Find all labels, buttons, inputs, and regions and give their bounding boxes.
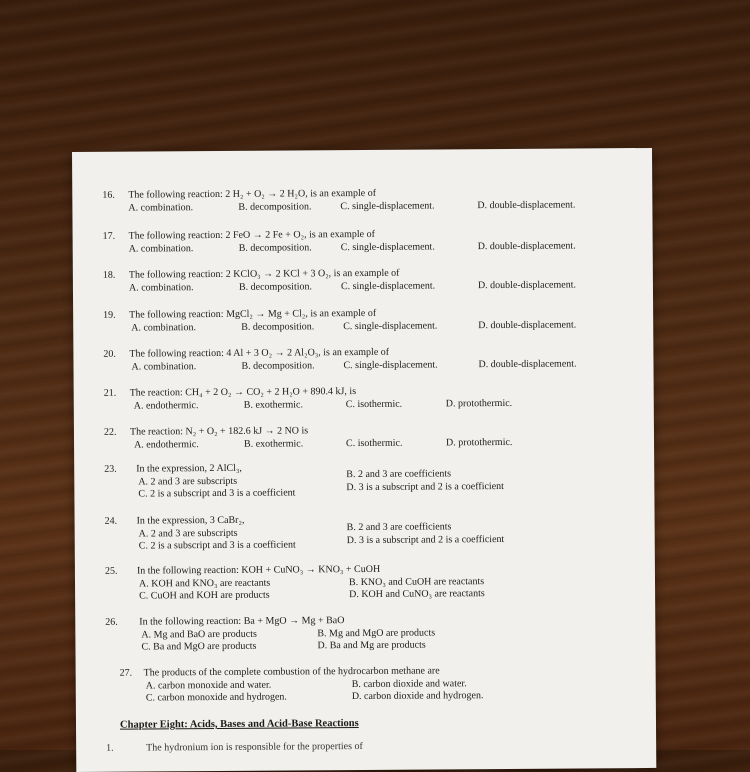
question-22 xyxy=(74,423,654,451)
option-a: A. combination. xyxy=(128,281,194,294)
option-c: C. single-displacement. xyxy=(343,319,438,332)
question-stem: In the following reaction: Ba + MgO → Mg + BaO xyxy=(139,615,345,628)
question-16 xyxy=(72,186,652,214)
option-b: B. decomposition. xyxy=(238,200,312,213)
option-c: C. single-displacement. xyxy=(340,240,435,253)
option-d: D. double-displacement. xyxy=(477,239,576,252)
section-heading: Chapter Eight: Acids, Bases and Acid-Base Reactions xyxy=(119,718,359,731)
option-a: A. combination. xyxy=(131,321,196,334)
question-stem: The reaction: CH₄ + 2 O₂ → CO₂ + 2 H₂O + 890.4 kJ, is xyxy=(129,386,357,399)
worksheet-page xyxy=(72,148,656,772)
option-c: C. single-displacement. xyxy=(340,279,436,292)
option-b: B. decomposition. xyxy=(241,320,315,333)
option-c: C. 2 is a subscript and 3 is a coefficient xyxy=(138,539,296,552)
option-a: A. 2 and 3 are subscripts xyxy=(138,475,238,488)
question-number: 25. xyxy=(104,565,118,577)
option-c: C. single-displacement. xyxy=(340,199,435,212)
question-stem: In the expression, 2 AlCl₃, xyxy=(136,462,242,475)
question-27 xyxy=(76,664,656,704)
option-a: A. Mg and BaO are products xyxy=(141,628,257,641)
option-d: D. 3 is a subscript and 2 is a coefficient xyxy=(346,533,505,546)
question-number: 18. xyxy=(102,269,116,281)
question-stem: The following reaction: MgCl₂ → Mg + Cl₂, is an example of xyxy=(129,307,377,321)
option-b: B. decomposition. xyxy=(238,280,313,293)
question-number: 16. xyxy=(102,189,115,201)
question-number: 21. xyxy=(103,387,117,399)
option-d: D. protothermic. xyxy=(445,397,513,409)
question-stem: The reaction: N₂ + O₂ + 182.6 kJ → 2 NO is xyxy=(129,425,309,438)
option-b: B. Mg and MgO are products xyxy=(317,626,436,639)
option-c: C. CuOH and KOH are products xyxy=(139,589,270,602)
option-a: A. carbon monoxide and water. xyxy=(145,679,272,691)
option-a: A. combination. xyxy=(128,242,194,255)
question-20 xyxy=(73,345,653,373)
question-17 xyxy=(73,227,653,255)
question-stem: The following reaction: 4 Al + 3 O₂ → 2 Al₂O₃, is an example of xyxy=(129,346,390,360)
option-a: A. combination. xyxy=(128,201,194,214)
option-d: D. 3 is a subscript and 2 is a coefficient xyxy=(346,480,504,493)
question-19 xyxy=(73,306,653,334)
question-number: 20. xyxy=(103,348,116,360)
option-d: D. double-displacement. xyxy=(477,278,577,291)
question-number: 27. xyxy=(119,667,133,679)
option-c: C. single-displacement. xyxy=(343,358,438,371)
option-b: B. 2 and 3 are coefficients xyxy=(346,468,452,481)
option-b: B. exothermic. xyxy=(244,437,304,450)
question-stem: In the following reaction: KOH + CuNO₃ → KNO₃ + CuOH xyxy=(136,563,381,577)
question-number: 23. xyxy=(104,463,117,475)
option-c: C. isothermic. xyxy=(346,437,403,449)
option-b: B. decomposition. xyxy=(241,359,315,372)
option-b: B. decomposition. xyxy=(238,241,312,254)
question-number: 22. xyxy=(103,426,117,438)
question-26 xyxy=(75,613,655,653)
option-d: D. double-displacement. xyxy=(478,318,577,331)
question-23 xyxy=(74,460,654,500)
question-stem: The products of the complete combustion of the hydrocarbon methane are xyxy=(143,665,440,679)
option-d: D. Ba and Mg are products xyxy=(317,639,426,652)
option-c: C. carbon monoxide and hydrogen. xyxy=(145,691,287,704)
option-d: D. protothermic. xyxy=(445,436,513,448)
option-d: D. carbon dioxide and hydrogen. xyxy=(351,690,484,703)
question-number: 19. xyxy=(103,309,116,321)
option-d: D. double-displacement. xyxy=(477,198,576,211)
option-a: A. combination. xyxy=(131,360,197,373)
option-b: B. carbon dioxide and water. xyxy=(351,677,467,690)
option-c: C. 2 is a subscript and 3 is a coefficient xyxy=(138,487,296,500)
question-number: 24. xyxy=(104,515,118,527)
question-18 xyxy=(73,266,653,294)
option-b: B. exothermic. xyxy=(243,398,303,411)
question-number: 26. xyxy=(105,616,118,628)
next-question-number: 1. xyxy=(106,742,114,754)
question-stem: The following reaction: 2 FeO → 2 Fe + O₂, is an example of xyxy=(128,228,375,242)
option-b: B. 2 and 3 are coefficients xyxy=(346,521,452,534)
next-question-stem: The hydronium ion is responsible for the properties of xyxy=(146,740,363,754)
option-a: A. endothermic. xyxy=(134,438,199,451)
option-c: C. Ba and MgO are products xyxy=(141,640,257,653)
option-a: A. KOH and KNO₃ are reactants xyxy=(138,577,271,590)
question-number: 17. xyxy=(102,230,116,242)
option-c: C. isothermic. xyxy=(345,398,403,410)
question-stem: In the expression, 3 CaBr₂, xyxy=(136,514,245,527)
question-25 xyxy=(75,562,655,602)
question-24 xyxy=(75,512,655,552)
question-21 xyxy=(74,384,654,412)
option-a: A. 2 and 3 are subscripts xyxy=(138,527,238,540)
question-stem: The following reaction: 2 KClO₃ → 2 KCl + 3 O₂, is an example of xyxy=(128,267,400,281)
option-d: D. KOH and CuNO₃ are reactants xyxy=(349,588,485,601)
question-stem: The following reaction: 2 H₂ + O₂ → 2 H₂O, is an example of xyxy=(128,187,377,201)
option-d: D. double-displacement. xyxy=(478,357,577,370)
option-b: B. KNO₃ and CuOH are reactants xyxy=(348,575,485,588)
option-a: A. endothermic. xyxy=(133,399,199,412)
